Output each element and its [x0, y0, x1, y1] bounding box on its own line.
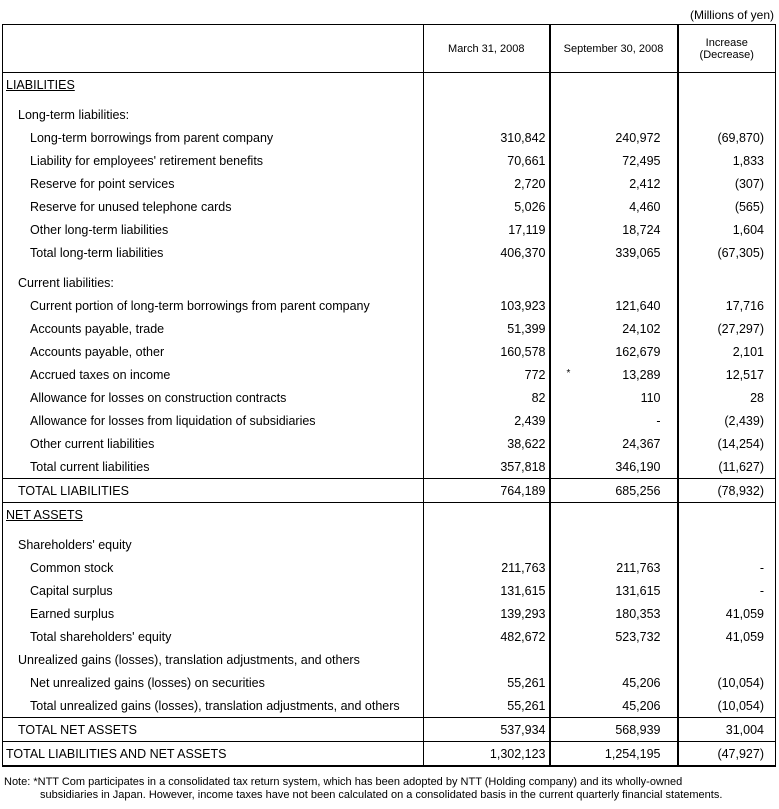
- cell-value: 764,189: [500, 483, 546, 498]
- value-change: [678, 317, 776, 340]
- value-change: [678, 172, 776, 195]
- cell-value: 339,065: [615, 245, 661, 260]
- value-september-2008: [550, 149, 678, 172]
- cell-value: 131,615: [500, 583, 546, 598]
- table-row: [3, 479, 776, 503]
- value-march-2008: [424, 195, 550, 218]
- unit-label: (Millions of yen): [689, 8, 774, 22]
- table-row: [3, 742, 776, 767]
- table-row: [3, 218, 776, 241]
- value-september-2008: [550, 126, 678, 149]
- value-change: [678, 533, 776, 556]
- table-row: [3, 195, 776, 218]
- table-row: [3, 172, 776, 195]
- value-change: [678, 73, 776, 97]
- table-row: [3, 363, 776, 386]
- cell-value: 162,679: [615, 344, 661, 359]
- cell-value: 211,763: [501, 560, 546, 575]
- value-september-2008: [550, 294, 678, 317]
- cell-value: 31,004: [725, 722, 764, 737]
- row-label: Long-term borrowings from parent company: [30, 130, 274, 145]
- cell-value: (307): [734, 176, 764, 191]
- row-label: Total unrealized gains (losses), translation adjustments, and others: [30, 698, 400, 713]
- balance-sheet-table: [2, 24, 776, 767]
- cell-value: 38,622: [507, 436, 546, 451]
- value-september-2008: [550, 718, 678, 742]
- header-march-2008: March 31, 2008: [424, 25, 550, 73]
- cell-value: 160,578: [500, 344, 546, 359]
- table-row: [3, 556, 776, 579]
- row-label: Allowance for losses from liquidation of subsidiaries: [30, 413, 316, 428]
- table-row: [3, 386, 776, 409]
- value-march-2008: [424, 363, 550, 386]
- cell-value: 131,615: [615, 583, 661, 598]
- value-september-2008: [550, 455, 678, 479]
- value-change: [678, 340, 776, 363]
- cell-value: (67,305): [717, 245, 764, 260]
- value-march-2008: [424, 386, 550, 409]
- header-increase-decrease: [678, 25, 776, 73]
- cell-value: 310,842: [500, 130, 546, 145]
- value-march-2008: [424, 533, 550, 556]
- cell-value: 568,939: [615, 722, 661, 737]
- row-label: Reserve for point services: [30, 176, 175, 191]
- value-march-2008: [424, 718, 550, 742]
- cell-value: 13,289: [622, 367, 661, 382]
- cell-value: 1,604: [732, 222, 764, 237]
- value-change: [678, 149, 776, 172]
- value-september-2008: [550, 218, 678, 241]
- row-label: Other long-term liabilities: [30, 222, 169, 237]
- value-march-2008: [424, 126, 550, 149]
- value-change: [678, 694, 776, 718]
- value-march-2008: [424, 103, 550, 126]
- row-label: Current portion of long-term borrowings from parent company: [30, 298, 370, 313]
- value-march-2008: [424, 317, 550, 340]
- value-march-2008: [424, 556, 550, 579]
- subsection-row: [3, 533, 776, 556]
- row-label: Total shareholders' equity: [30, 629, 172, 644]
- row-label: Capital surplus: [30, 583, 113, 598]
- row-label: Accrued taxes on income: [30, 367, 171, 382]
- cell-value: 211,763: [616, 560, 661, 575]
- table-row: [3, 455, 776, 479]
- cell-value: 2,720: [514, 176, 546, 191]
- section-heading-row: [3, 503, 776, 527]
- table-row: [3, 241, 776, 264]
- cell-value: 180,353: [615, 606, 661, 621]
- table-row: [3, 579, 776, 602]
- value-march-2008: [424, 579, 550, 602]
- value-change: [678, 718, 776, 742]
- cell-value: 55,261: [507, 698, 546, 713]
- row-label: Earned surplus: [30, 606, 115, 621]
- cell-value: 17,119: [508, 222, 546, 237]
- cell-value: (69,870): [717, 130, 764, 145]
- table-row: [3, 317, 776, 340]
- cell-value: 51,399: [507, 321, 546, 336]
- cell-value: 55,261: [507, 675, 546, 690]
- cell-value: (78,932): [717, 483, 764, 498]
- row-label: Net unrealized gains (losses) on securities: [30, 675, 265, 690]
- value-march-2008: [424, 455, 550, 479]
- spacer-row: [3, 526, 776, 533]
- value-september-2008: [550, 694, 678, 718]
- value-change: [678, 503, 776, 527]
- cell-value: 18,724: [622, 222, 661, 237]
- cell-value: 72,495: [622, 153, 661, 168]
- row-label: Total long-term liabilities: [30, 245, 164, 260]
- value-march-2008: [424, 648, 550, 671]
- value-september-2008: [550, 340, 678, 363]
- value-september-2008: [550, 602, 678, 625]
- value-september-2008: [550, 409, 678, 432]
- row-label: Accounts payable, other: [30, 344, 165, 359]
- table-row: [3, 694, 776, 718]
- value-change: [678, 625, 776, 648]
- value-september-2008: [550, 73, 678, 97]
- cell-value: (47,927): [717, 746, 764, 761]
- cell-value: (11,627): [718, 459, 764, 474]
- footnote: [4, 776, 774, 802]
- table-row: [3, 126, 776, 149]
- value-september-2008: [550, 671, 678, 694]
- cell-value: 24,102: [622, 321, 661, 336]
- cell-value: 110: [640, 390, 661, 405]
- value-september-2008: [550, 742, 678, 767]
- value-march-2008: [424, 73, 550, 97]
- subsection-row: [3, 648, 776, 671]
- value-change: [678, 241, 776, 264]
- value-september-2008: [550, 648, 678, 671]
- value-march-2008: [424, 241, 550, 264]
- subsection-row: [3, 271, 776, 294]
- cell-value: 357,818: [500, 459, 546, 474]
- header-row: [3, 25, 776, 73]
- row-label: Liability for employees' retirement benefits: [30, 153, 264, 168]
- spacer-row: [3, 264, 776, 271]
- value-change: [678, 386, 776, 409]
- row-label: Unrealized gains (losses), translation adjustments, and others: [18, 652, 360, 667]
- row-label: LIABILITIES: [6, 77, 75, 92]
- cell-value: 12,517: [725, 367, 764, 382]
- value-change: [678, 103, 776, 126]
- header-september-2008: September 30, 2008: [550, 25, 678, 73]
- table-row: [3, 432, 776, 455]
- value-march-2008: [424, 479, 550, 503]
- value-september-2008: [550, 479, 678, 503]
- spacer-row: [3, 96, 776, 103]
- value-change: [678, 294, 776, 317]
- value-march-2008: [424, 340, 550, 363]
- row-label: Reserve for unused telephone cards: [30, 199, 232, 214]
- value-september-2008: [550, 533, 678, 556]
- value-change: [678, 218, 776, 241]
- header-increase: Increase: [705, 36, 748, 49]
- table-row: [3, 718, 776, 742]
- cell-value: 1,833: [732, 153, 764, 168]
- cell-value: 41,059: [725, 606, 764, 621]
- value-september-2008: [550, 195, 678, 218]
- value-september-2008: [550, 579, 678, 602]
- cell-value: 82: [531, 390, 546, 405]
- value-september-2008: [550, 556, 678, 579]
- value-change: [678, 671, 776, 694]
- table-row: [3, 625, 776, 648]
- cell-value: 1,254,195: [604, 746, 661, 761]
- cell-value: 121,640: [615, 298, 661, 313]
- note-asterisk: *: [566, 368, 571, 379]
- cell-value: (10,054): [717, 675, 764, 690]
- table-row: [3, 671, 776, 694]
- cell-value: 537,934: [500, 722, 546, 737]
- value-september-2008: [550, 271, 678, 294]
- cell-value: 17,716: [725, 298, 764, 313]
- row-label: TOTAL LIABILITIES AND NET ASSETS: [6, 746, 227, 761]
- cell-value: 45,206: [622, 675, 661, 690]
- table-row: [3, 409, 776, 432]
- value-march-2008: [424, 625, 550, 648]
- row-label: Current liabilities:: [18, 275, 114, 290]
- value-change: [678, 195, 776, 218]
- footnote-line-1: Note: *NTT Com participates in a consolidated tax return system, which has been adopted by NTT (Holding company) and its wholly-owned: [4, 776, 683, 788]
- value-september-2008: [550, 386, 678, 409]
- row-label: Common stock: [30, 560, 114, 575]
- row-label: Allowance for losses on construction contracts: [30, 390, 287, 405]
- value-march-2008: [424, 742, 550, 767]
- value-march-2008: [424, 172, 550, 195]
- cell-value: 4,460: [629, 199, 661, 214]
- cell-value: 2,439: [514, 413, 546, 428]
- value-september-2008: [550, 317, 678, 340]
- cell-value: (14,254): [717, 436, 764, 451]
- header-decrease: (Decrease): [699, 48, 754, 61]
- row-label: Total current liabilities: [30, 459, 150, 474]
- subsection-row: [3, 103, 776, 126]
- value-change: [678, 579, 776, 602]
- value-change: [678, 126, 776, 149]
- cell-value: 482,672: [500, 629, 546, 644]
- cell-value: 70,661: [507, 153, 546, 168]
- value-change: [678, 271, 776, 294]
- value-september-2008: [550, 432, 678, 455]
- cell-value: 2,412: [629, 176, 661, 191]
- cell-value: 103,923: [500, 298, 546, 313]
- row-label: Shareholders' equity: [18, 537, 132, 552]
- row-label: Other current liabilities: [30, 436, 155, 451]
- value-march-2008: [424, 294, 550, 317]
- cell-value: 28: [750, 390, 764, 405]
- cell-value: 523,732: [615, 629, 661, 644]
- cell-value: 24,367: [622, 436, 661, 451]
- header-blank: [3, 25, 424, 73]
- value-september-2008: [550, 625, 678, 648]
- row-label: TOTAL LIABILITIES: [18, 483, 129, 498]
- value-march-2008: [424, 694, 550, 718]
- table-row: [3, 149, 776, 172]
- value-change: [678, 455, 776, 479]
- cell-value: 240,972: [615, 130, 661, 145]
- value-change: [678, 363, 776, 386]
- cell-value: (2,439): [724, 413, 764, 428]
- value-change: [678, 409, 776, 432]
- value-march-2008: [424, 409, 550, 432]
- value-march-2008: [424, 503, 550, 527]
- value-change: [678, 556, 776, 579]
- cell-value: 406,370: [500, 245, 546, 260]
- cell-value: 45,206: [622, 698, 661, 713]
- cell-value: 41,059: [725, 629, 764, 644]
- cell-value: (565): [734, 199, 764, 214]
- cell-value: 772: [524, 367, 546, 382]
- row-label: TOTAL NET ASSETS: [18, 722, 138, 737]
- cell-value: 5,026: [514, 199, 546, 214]
- row-label: Accounts payable, trade: [30, 321, 165, 336]
- table-row: [3, 340, 776, 363]
- section-heading-row: [3, 73, 776, 97]
- value-september-2008: [550, 503, 678, 527]
- cell-value: 139,293: [500, 606, 546, 621]
- value-september-2008: [550, 172, 678, 195]
- cell-value: 685,256: [615, 483, 661, 498]
- footnote-line-2: subsidiaries in Japan. However, income taxes have not been calculated on a consolidated basis in the current quarterly financial statements.: [40, 789, 723, 801]
- cell-value: -: [759, 583, 764, 598]
- cell-value: -: [656, 413, 661, 428]
- value-change: [678, 602, 776, 625]
- value-march-2008: [424, 432, 550, 455]
- table-row: [3, 294, 776, 317]
- value-september-2008: [550, 241, 678, 264]
- value-march-2008: [424, 218, 550, 241]
- value-september-2008: [550, 103, 678, 126]
- value-change: [678, 648, 776, 671]
- cell-value: 2,101: [732, 344, 764, 359]
- cell-value: 1,302,123: [489, 746, 546, 761]
- cell-value: -: [759, 560, 764, 575]
- row-label: NET ASSETS: [6, 507, 83, 522]
- table-row: [3, 602, 776, 625]
- value-change: [678, 479, 776, 503]
- value-march-2008: [424, 671, 550, 694]
- value-change: [678, 432, 776, 455]
- cell-value: 346,190: [615, 459, 661, 474]
- cell-value: (10,054): [717, 698, 764, 713]
- value-change: [678, 742, 776, 767]
- value-september-2008: [550, 363, 678, 386]
- table-body: [3, 73, 776, 767]
- value-march-2008: [424, 271, 550, 294]
- value-march-2008: [424, 149, 550, 172]
- cell-value: (27,297): [717, 321, 764, 336]
- value-march-2008: [424, 602, 550, 625]
- row-label: Long-term liabilities:: [18, 107, 130, 122]
